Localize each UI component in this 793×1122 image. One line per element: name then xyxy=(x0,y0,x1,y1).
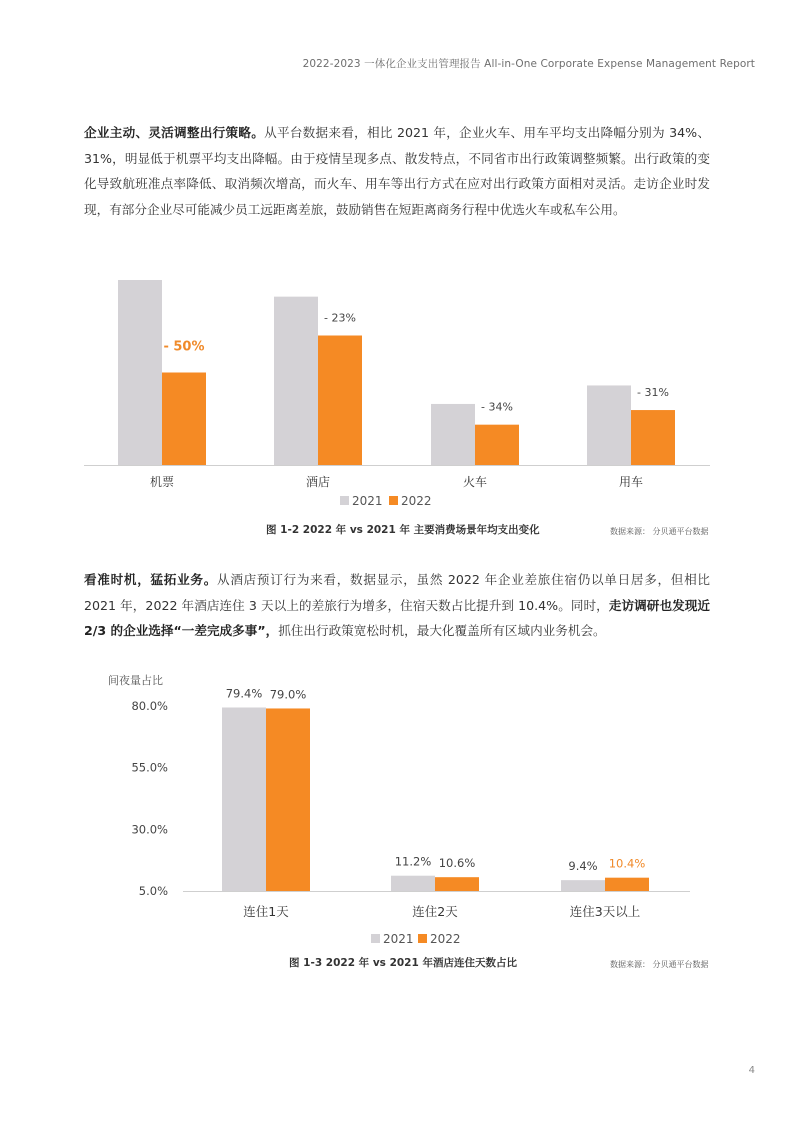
bar-chart-expense-change xyxy=(0,270,793,520)
paragraph-lead: 企业主动、灵活调整出行策略。 xyxy=(84,125,265,140)
value-label-2021: 9.4% xyxy=(568,859,598,874)
paragraph-travel-strategy xyxy=(84,120,710,222)
category-label: 连住1天 xyxy=(243,904,289,919)
bar-2021-2 xyxy=(561,880,605,891)
value-label-2022: 79.0% xyxy=(269,687,307,702)
category-label: 酒店 xyxy=(305,475,331,489)
bar-2021-0 xyxy=(222,707,266,891)
data-source: 数据来源： 分贝通平台数据 xyxy=(610,527,709,536)
legend-swatch-2021 xyxy=(371,934,380,943)
page-header: 2022-2023 一体化企业支出管理报告 All-in-One Corporate Expense Management Report xyxy=(302,58,755,70)
category-label: 机票 xyxy=(149,475,175,489)
bar-2022-1 xyxy=(435,877,479,891)
bar-2022-2 xyxy=(605,878,649,891)
paragraph-body: 从平台数据来看，相比 2021 年，企业火车、用车平均支出降幅分别为 34%、31%，明显低于机票平均支出降幅。由于疫情呈现多点、散发特点，不同省市出行政策调整频繁。出行政策的变化导致航班准点率降低、取消频次增高，而火车、用车等出行方式在应对出行政策方面相对灵活。走访企业时发现，有部分企业尽可能减少员工远距离差旅，鼓励销售在短距离商务行程中优选火车或私车公用。 xyxy=(84,125,710,217)
bar-2022-0 xyxy=(266,708,310,891)
bar-2022-3 xyxy=(631,410,675,465)
change-label: - 34% xyxy=(481,400,513,414)
bar-2022-2 xyxy=(475,425,519,465)
legend-swatch-2022 xyxy=(389,496,398,505)
category-label: 连住2天 xyxy=(412,904,458,919)
legend-swatch-2022 xyxy=(418,934,427,943)
change-label: - 50% xyxy=(163,339,205,355)
paragraph-highlight: 走访调研也发现近 2/3 的企业选择“一差完成多事”， xyxy=(84,597,711,638)
y-axis-title: 间夜量占比 xyxy=(108,674,163,687)
legend-label-2022: 2022 xyxy=(430,932,461,946)
bar-2022-1 xyxy=(318,336,362,466)
category-label: 用车 xyxy=(618,475,644,489)
bar-2021-0 xyxy=(118,280,162,465)
bar-2022-0 xyxy=(162,373,206,466)
change-label: - 23% xyxy=(324,311,356,325)
y-tick-label: 5.0% xyxy=(138,884,168,898)
value-label-2021: 79.4% xyxy=(225,686,263,701)
bar-2021-1 xyxy=(391,876,435,891)
value-label-2022: 10.4% xyxy=(608,856,646,871)
legend-label-2022: 2022 xyxy=(401,494,432,508)
data-source: 数据来源： 分贝通平台数据 xyxy=(610,960,709,969)
bar-2021-3 xyxy=(587,385,631,465)
value-label-2021: 11.2% xyxy=(394,854,432,869)
paragraph-lead: 看准时机，猛拓业务。 xyxy=(84,572,218,587)
value-label-2022: 10.6% xyxy=(438,856,476,871)
legend-swatch-2021 xyxy=(340,496,349,505)
y-tick-label: 80.0% xyxy=(131,699,168,713)
figure-caption: 图 1-3 2022 年 vs 2021 年酒店连住天数占比 xyxy=(289,957,517,969)
paragraph-body: 从酒店预订行为来看，数据显示，虽然 2022 年企业差旅住宿仍以单日居多，但相比 2021 年，2022 年酒店连住 3 天以上的差旅行为增多，住宿天数占比提升到 10.4%。同时， xyxy=(84,572,711,613)
category-label: 火车 xyxy=(462,475,488,489)
legend-label-2021: 2021 xyxy=(352,494,383,508)
category-label: 连住3天以上 xyxy=(569,904,641,919)
paragraph-body: 抓住出行政策宽松时机，最大化覆盖所有区域内业务机会。 xyxy=(278,623,606,638)
paragraph-hotel-stays xyxy=(84,567,710,644)
bar-2021-2 xyxy=(431,404,475,465)
change-label: - 31% xyxy=(637,386,669,400)
bar-2021-1 xyxy=(274,297,318,465)
page-number: 4 xyxy=(748,1065,755,1076)
y-tick-label: 55.0% xyxy=(131,760,168,775)
legend-label-2021: 2021 xyxy=(383,932,414,946)
y-tick-label: 30.0% xyxy=(131,822,168,837)
bar-chart-hotel-stay-days xyxy=(0,665,793,950)
figure-caption: 图 1-2 2022 年 vs 2021 年 主要消费场景年均支出变化 xyxy=(266,524,540,536)
